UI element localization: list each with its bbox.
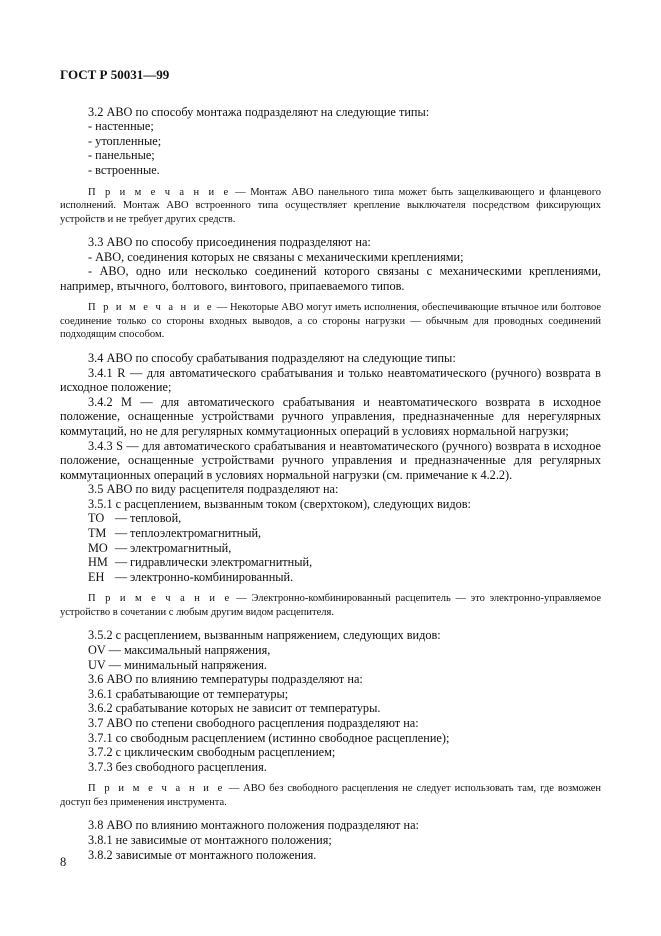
note-text: — Электронно-комбинированный расцепитель — это электронно-управляемое устройство в сочетании с любым другим видом расцепителя. xyxy=(60,593,601,618)
note-label: П р и м е ч а н и е xyxy=(88,783,225,795)
paragraph: ОV — максимальный напряжения, xyxy=(88,643,271,658)
list-item: - панельные; xyxy=(88,148,155,163)
code-row: НМ — гидравлически электромагнитный, xyxy=(88,555,313,570)
paragraph: 3.8.1 не зависимые от монтажного положения; xyxy=(88,832,332,847)
paragraph: 3.4.1 R — для автоматического срабатывания и только неавтоматического (ручного) возврата в исходное положение; xyxy=(60,365,601,395)
sections-3-5-2-to-3-7 xyxy=(60,628,601,774)
section-heading: 3.2 АВО по способу монтажа подразделяют на следующие типы: xyxy=(88,104,430,119)
section-3-3 xyxy=(60,235,601,293)
paragraph: 3.7.1 со свободным расцеплением (истинно свободное расцепление); xyxy=(88,730,450,745)
code-row: МО — электромагнитный, xyxy=(88,540,232,555)
code-desc: электронно-комбинированный. xyxy=(130,569,294,584)
code: ТО xyxy=(88,511,105,526)
section-heading: 3.4 АВО по способу срабатывания подразделяют на следующие типы: xyxy=(88,350,456,365)
code-row: ТО — тепловой, xyxy=(88,511,182,526)
note-text: — Монтаж АВО панельного типа может быть защелкивающего и фланцевого исполнений. Монтаж АВО встроенного типа осуществляет крепление выключателя посредством фиксирующих устройств и не требует других средств. xyxy=(60,186,602,225)
code-desc: тепловой, xyxy=(130,511,182,526)
section-3-4 xyxy=(60,351,601,482)
section-heading: 3.8 АВО по влиянию монтажного положения подразделяют на: xyxy=(88,818,419,833)
paragraph: UV — минимальный напряжения. xyxy=(88,657,267,672)
section-heading: 3.6 АВО по влиянию температуры подразделяют на: xyxy=(88,672,363,687)
section-heading: 3.3 АВО по способу присоединения подразделяют на: xyxy=(88,235,371,250)
note xyxy=(60,782,601,809)
paragraph: 3.4.2 М — для автоматического срабатывания и неавтоматического возврата в исходное положение, оснащенные устройствами ручного управления, предназначенные для нерегулярных коммутаций, но не для регулярных коммутационных операций в условиях нормальной нагрузки; xyxy=(60,394,601,438)
code-desc: электромагнитный, xyxy=(130,540,232,555)
section-heading: 3.5 АВО по виду расцепителя подразделяют на: xyxy=(88,482,339,497)
code-row: ЕН — электронно-комбинированный. xyxy=(88,569,294,584)
code-desc: теплоэлектромагнитный, xyxy=(130,526,262,541)
code-desc: гидравлически электромагнитный, xyxy=(130,555,313,570)
list-item: - встроенные. xyxy=(88,162,160,177)
code: ТМ xyxy=(88,526,107,541)
document-header: ГОСТ Р 50031—99 xyxy=(60,67,170,82)
list-item: - АВО, одно или несколько соединений которого связаны с механическими креплениями, например, втычного, болтового, винтового, припаеваемого типов. xyxy=(60,264,601,293)
list-item: - АВО, соединения которых не связаны с механическими креплениями; xyxy=(88,249,464,264)
section-3-8 xyxy=(60,818,601,862)
paragraph: 3.6.1 срабатывающие от температуры; xyxy=(88,686,289,701)
note-text: — АВО без свободного расцепления не следует использовать там, где возможен доступ без применения инструмента. xyxy=(60,783,601,808)
paragraph: 3.5.2 с расцеплением, вызванным напряжением, следующих видов: xyxy=(88,628,441,643)
note xyxy=(60,592,601,619)
code: ЕН xyxy=(88,569,105,584)
list-item: - утопленные; xyxy=(88,133,162,148)
paragraph: 3.7.2 с циклическим свободным расцеплением; xyxy=(88,745,336,760)
note-text: — Некоторые АВО могут иметь исполнения, обеспечивающие втычное или болтовое соединение только со стороны входных выводов, а со стороны нагрузки — обычным для проводных соединений подходящим способом. xyxy=(60,302,601,341)
code: НМ xyxy=(88,555,108,570)
code: МО xyxy=(88,540,108,555)
section-3-5 xyxy=(60,482,601,584)
note xyxy=(60,301,601,342)
code-row: ТМ — теплоэлектромагнитный, xyxy=(88,526,262,541)
note xyxy=(60,186,601,227)
paragraph: 3.8.2 зависимые от монтажного положения. xyxy=(88,847,317,862)
section-heading: 3.7 АВО по степени свободного расцепления подразделяют на: xyxy=(88,716,419,730)
list-item: - настенные; xyxy=(88,119,154,134)
paragraph: 3.6.2 срабатывание которых не зависит от температуры. xyxy=(88,701,381,716)
page-number: 8 xyxy=(60,855,67,869)
paragraph: 3.5.1 с расцеплением, вызванным током (сверхтоком), следующих видов: xyxy=(88,496,471,511)
paragraph: 3.4.3 S — для автоматического срабатывания и неавтоматического (ручного) возврата в исходное положение, оснащенные устройствами ручного управления и предназначенные для регулярных коммутационных операций в условиях нормальной нагрузки (см. примечание к 4.2.2). xyxy=(60,438,601,482)
paragraph: 3.7.3 без свободного расцепления. xyxy=(88,759,267,774)
note-label: П р и м е ч а н и е xyxy=(88,186,231,198)
section-3-2 xyxy=(60,105,601,178)
note-label: П р и м е ч а н и е xyxy=(88,593,232,605)
note-label: П р и м е ч а н и е xyxy=(88,302,214,314)
